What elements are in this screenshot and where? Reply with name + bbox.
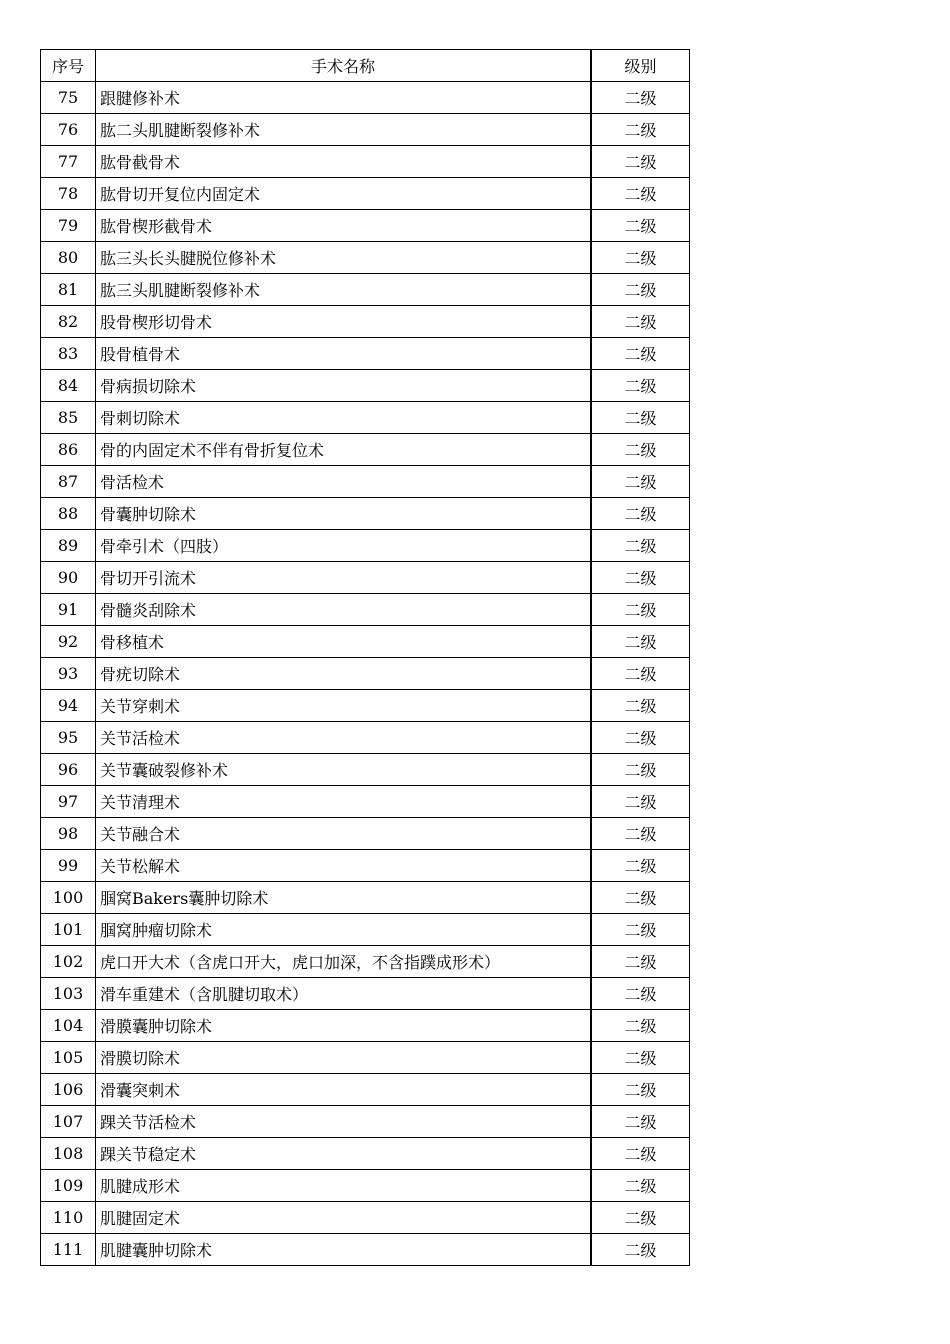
cell-level: 二级 [591,338,690,370]
table-row [41,594,690,626]
cell-level: 二级 [591,882,690,914]
table-row [41,754,690,786]
table-row [41,434,690,466]
cell-number: 91 [41,594,96,626]
cell-surgery-name: 关节融合术 [96,818,592,850]
cell-surgery-name: 肌腱固定术 [96,1202,592,1234]
table-row [41,690,690,722]
cell-surgery-name: 骨的内固定术不伴有骨折复位术 [96,434,592,466]
cell-level: 二级 [591,498,690,530]
cell-level: 二级 [591,1042,690,1074]
cell-surgery-name: 骨囊肿切除术 [96,498,592,530]
cell-number: 85 [41,402,96,434]
table-row [41,1010,690,1042]
cell-surgery-name: 关节清理术 [96,786,592,818]
cell-number: 100 [41,882,96,914]
table-row [41,722,690,754]
cell-number: 99 [41,850,96,882]
cell-level: 二级 [591,786,690,818]
cell-number: 102 [41,946,96,978]
cell-surgery-name: 关节活检术 [96,722,592,754]
cell-level: 二级 [591,1010,690,1042]
cell-number: 84 [41,370,96,402]
table-body [41,82,690,1266]
cell-surgery-name: 腘窝Bakers囊肿切除术 [96,882,592,914]
cell-number: 88 [41,498,96,530]
cell-number: 105 [41,1042,96,1074]
cell-level: 二级 [591,946,690,978]
table-row [41,242,690,274]
cell-number: 98 [41,818,96,850]
cell-number: 86 [41,434,96,466]
cell-level: 二级 [591,594,690,626]
table-row [41,1170,690,1202]
table-row [41,114,690,146]
cell-level: 二级 [591,850,690,882]
cell-number: 97 [41,786,96,818]
cell-surgery-name: 股骨植骨术 [96,338,592,370]
cell-surgery-name: 肌腱成形术 [96,1170,592,1202]
cell-surgery-name: 虎口开大术（含虎口开大，虎口加深，不含指蹼成形术） [96,946,592,978]
cell-number: 82 [41,306,96,338]
table-row [41,1138,690,1170]
cell-number: 76 [41,114,96,146]
table-row [41,306,690,338]
header-level: 级别 [591,50,690,82]
cell-level: 二级 [591,530,690,562]
table-row [41,402,690,434]
table-row [41,850,690,882]
cell-number: 109 [41,1170,96,1202]
cell-number: 94 [41,690,96,722]
cell-surgery-name: 滑囊突刺术 [96,1074,592,1106]
cell-number: 95 [41,722,96,754]
table-row [41,1074,690,1106]
cell-level: 二级 [591,466,690,498]
table-row [41,914,690,946]
cell-level: 二级 [591,146,690,178]
cell-surgery-name: 关节穿刺术 [96,690,592,722]
cell-level: 二级 [591,1234,690,1266]
cell-surgery-name: 肱二头肌腱断裂修补术 [96,114,592,146]
cell-surgery-name: 骨刺切除术 [96,402,592,434]
cell-surgery-name: 跟腱修补术 [96,82,592,114]
cell-number: 79 [41,210,96,242]
cell-number: 92 [41,626,96,658]
cell-surgery-name: 滑膜囊肿切除术 [96,1010,592,1042]
cell-number: 87 [41,466,96,498]
cell-surgery-name: 骨移植术 [96,626,592,658]
table-row [41,1202,690,1234]
table-row [41,1042,690,1074]
cell-level: 二级 [591,82,690,114]
cell-number: 106 [41,1074,96,1106]
cell-number: 107 [41,1106,96,1138]
cell-number: 110 [41,1202,96,1234]
table-row [41,146,690,178]
cell-surgery-name: 腘窝肿瘤切除术 [96,914,592,946]
cell-number: 111 [41,1234,96,1266]
cell-level: 二级 [591,114,690,146]
table-row [41,370,690,402]
cell-surgery-name: 肱骨截骨术 [96,146,592,178]
cell-number: 89 [41,530,96,562]
cell-level: 二级 [591,754,690,786]
cell-level: 二级 [591,1106,690,1138]
cell-surgery-name: 肌腱囊肿切除术 [96,1234,592,1266]
table-row [41,178,690,210]
cell-number: 77 [41,146,96,178]
cell-number: 104 [41,1010,96,1042]
cell-level: 二级 [591,306,690,338]
cell-surgery-name: 踝关节活检术 [96,1106,592,1138]
cell-surgery-name: 肱骨切开复位内固定术 [96,178,592,210]
header-surgery-name: 手术名称 [96,50,592,82]
surgery-table [40,49,690,1266]
cell-surgery-name: 关节囊破裂修补术 [96,754,592,786]
cell-level: 二级 [591,914,690,946]
cell-level: 二级 [591,1202,690,1234]
cell-number: 103 [41,978,96,1010]
cell-surgery-name: 骨髓炎刮除术 [96,594,592,626]
cell-level: 二级 [591,178,690,210]
cell-number: 101 [41,914,96,946]
table-row [41,1234,690,1266]
table-row [41,978,690,1010]
table-row [41,562,690,594]
cell-surgery-name: 骨活检术 [96,466,592,498]
cell-level: 二级 [591,658,690,690]
table-row [41,498,690,530]
cell-level: 二级 [591,370,690,402]
table-row [41,818,690,850]
cell-surgery-name: 肱三头长头腱脱位修补术 [96,242,592,274]
cell-level: 二级 [591,690,690,722]
cell-level: 二级 [591,242,690,274]
cell-surgery-name: 骨疣切除术 [96,658,592,690]
header-row [41,50,690,82]
cell-number: 96 [41,754,96,786]
cell-level: 二级 [591,1074,690,1106]
table-row [41,530,690,562]
table-row [41,274,690,306]
table-row [41,82,690,114]
cell-surgery-name: 踝关节稳定术 [96,1138,592,1170]
table-row [41,946,690,978]
cell-level: 二级 [591,210,690,242]
cell-surgery-name: 肱骨楔形截骨术 [96,210,592,242]
cell-level: 二级 [591,626,690,658]
cell-level: 二级 [591,274,690,306]
cell-level: 二级 [591,978,690,1010]
cell-surgery-name: 滑膜切除术 [96,1042,592,1074]
cell-number: 80 [41,242,96,274]
cell-surgery-name: 关节松解术 [96,850,592,882]
cell-surgery-name: 肱三头肌腱断裂修补术 [96,274,592,306]
cell-surgery-name: 骨病损切除术 [96,370,592,402]
cell-level: 二级 [591,1138,690,1170]
table-row [41,210,690,242]
cell-number: 93 [41,658,96,690]
cell-surgery-name: 骨切开引流术 [96,562,592,594]
cell-number: 108 [41,1138,96,1170]
table-row [41,338,690,370]
cell-number: 75 [41,82,96,114]
cell-level: 二级 [591,562,690,594]
cell-surgery-name: 滑车重建术（含肌腱切取术） [96,978,592,1010]
cell-number: 90 [41,562,96,594]
cell-level: 二级 [591,402,690,434]
table-row [41,466,690,498]
cell-surgery-name: 股骨楔形切骨术 [96,306,592,338]
cell-number: 81 [41,274,96,306]
cell-level: 二级 [591,1170,690,1202]
table-row [41,786,690,818]
cell-level: 二级 [591,434,690,466]
cell-level: 二级 [591,722,690,754]
cell-number: 83 [41,338,96,370]
cell-surgery-name: 骨牵引术（四肢） [96,530,592,562]
cell-number: 78 [41,178,96,210]
table-row [41,1106,690,1138]
header-number: 序号 [41,50,96,82]
table-row [41,658,690,690]
cell-level: 二级 [591,818,690,850]
table-row [41,626,690,658]
table-row [41,882,690,914]
